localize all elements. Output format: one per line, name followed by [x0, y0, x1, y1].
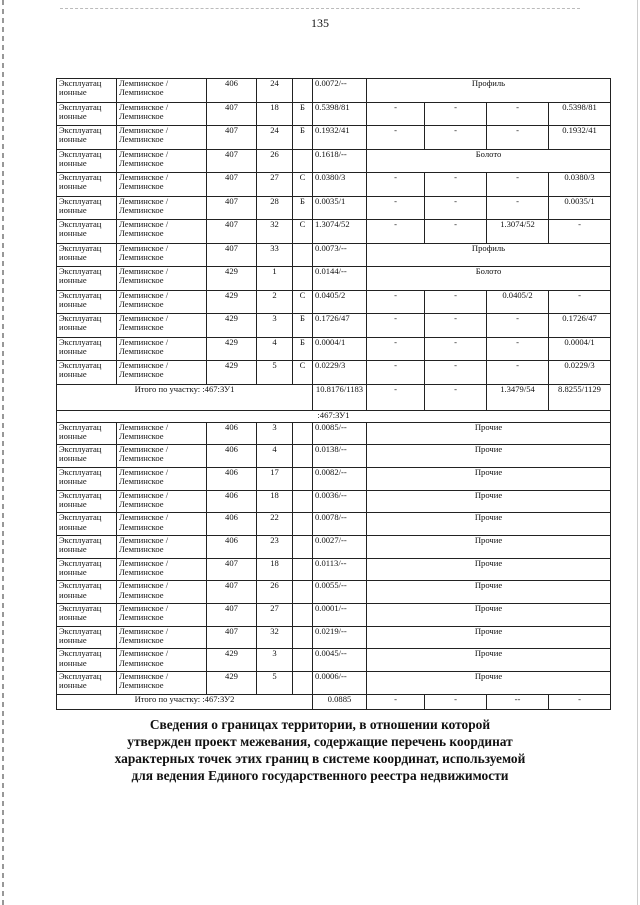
- forestry-cell: Лемпинское / Лемпинское: [117, 126, 207, 150]
- land-category-cell: Эксплуатац ионные: [57, 290, 117, 314]
- table-row: [57, 173, 611, 197]
- total-subvalue-cell: -: [549, 694, 611, 709]
- land-category-cell: Эксплуатац ионные: [57, 361, 117, 385]
- plot-number-cell: 32: [257, 220, 293, 244]
- land-type-merged-cell: Прочие: [367, 490, 611, 513]
- forestry-cell: Лемпинское / Лемпинское: [117, 314, 207, 338]
- area-cell: 0.0144/--: [313, 267, 367, 291]
- land-category-cell: Эксплуатац ионные: [57, 649, 117, 672]
- category-letter-cell: [293, 604, 313, 627]
- plot-number-cell: 3: [257, 649, 293, 672]
- quarter-number-cell: 406: [207, 535, 257, 558]
- subvalue-cell: -: [487, 314, 549, 338]
- forestry-cell: Лемпинское / Лемпинское: [117, 445, 207, 468]
- category-letter-cell: Б: [293, 196, 313, 220]
- forestry-cell: Лемпинское / Лемпинское: [117, 649, 207, 672]
- table-row: [57, 626, 611, 649]
- forestry-cell: Лемпинское / Лемпинское: [117, 490, 207, 513]
- category-letter-cell: Б: [293, 337, 313, 361]
- plot-number-cell: 3: [257, 314, 293, 338]
- table-row: [57, 267, 611, 291]
- plot-number-cell: 26: [257, 149, 293, 173]
- plot-number-cell: 18: [257, 102, 293, 126]
- land-category-cell: Эксплуатац ионные: [57, 126, 117, 150]
- land-category-cell: Эксплуатац ионные: [57, 535, 117, 558]
- total-label-cell: Итого по участку: :467:ЗУ1: [57, 384, 313, 410]
- area-cell: 0.1618/--: [313, 149, 367, 173]
- quarter-number-cell: 407: [207, 102, 257, 126]
- area-cell: 0.0036/--: [313, 490, 367, 513]
- forestry-cell: Лемпинское / Лемпинское: [117, 149, 207, 173]
- land-type-merged-cell: Прочие: [367, 581, 611, 604]
- forestry-cell: Лемпинское / Лемпинское: [117, 290, 207, 314]
- plot-number-cell: 5: [257, 672, 293, 695]
- plot-number-cell: 2: [257, 290, 293, 314]
- land-category-cell: Эксплуатац ионные: [57, 267, 117, 291]
- category-letter-cell: Б: [293, 126, 313, 150]
- land-category-cell: Эксплуатац ионные: [57, 422, 117, 445]
- plot-number-cell: 28: [257, 196, 293, 220]
- table-row: [57, 672, 611, 695]
- quarter-number-cell: 406: [207, 79, 257, 103]
- quarter-number-cell: 407: [207, 243, 257, 267]
- plot-number-cell: 23: [257, 535, 293, 558]
- land-category-cell: Эксплуатац ионные: [57, 102, 117, 126]
- forestry-cell: Лемпинское / Лемпинское: [117, 102, 207, 126]
- category-letter-cell: [293, 422, 313, 445]
- table-row: [57, 558, 611, 581]
- subvalue-cell: -: [425, 337, 487, 361]
- total-subvalue-cell: -: [367, 694, 425, 709]
- quarter-number-cell: 429: [207, 672, 257, 695]
- total-row: [57, 384, 611, 410]
- category-letter-cell: [293, 267, 313, 291]
- table-row: [57, 196, 611, 220]
- section-title-cell: :467:ЗУ1: [57, 410, 611, 422]
- land-type-merged-cell: Болото: [367, 149, 611, 173]
- quarter-number-cell: 406: [207, 490, 257, 513]
- heading-line: для ведения Единого государственного реестра недвижимости: [131, 768, 509, 783]
- land-type-merged-cell: Прочие: [367, 467, 611, 490]
- page-number: 135: [311, 16, 329, 30]
- forestry-cell: Лемпинское / Лемпинское: [117, 604, 207, 627]
- top-rule: [60, 8, 580, 9]
- subvalue-cell: 0.5398/81: [549, 102, 611, 126]
- forestry-cell: Лемпинское / Лемпинское: [117, 220, 207, 244]
- table-row: [57, 581, 611, 604]
- land-category-cell: Эксплуатац ионные: [57, 173, 117, 197]
- category-letter-cell: [293, 243, 313, 267]
- total-row: [57, 694, 611, 709]
- area-cell: 0.0113/--: [313, 558, 367, 581]
- subvalue-cell: -: [487, 337, 549, 361]
- category-letter-cell: [293, 649, 313, 672]
- table-row: [57, 243, 611, 267]
- plot-number-cell: 24: [257, 126, 293, 150]
- heading-line: утвержден проект межевания, содержащие перечень координат: [127, 734, 513, 749]
- plot-number-cell: 18: [257, 558, 293, 581]
- land-type-merged-cell: Прочие: [367, 626, 611, 649]
- area-cell: 0.1726/47: [313, 314, 367, 338]
- area-cell: 0.0138/--: [313, 445, 367, 468]
- plot-number-cell: 4: [257, 337, 293, 361]
- table-body: [57, 79, 611, 710]
- table-row: [57, 490, 611, 513]
- area-cell: 0.1932/41: [313, 126, 367, 150]
- area-cell: 0.0219/--: [313, 626, 367, 649]
- subvalue-cell: -: [425, 290, 487, 314]
- subvalue-cell: -: [425, 126, 487, 150]
- area-cell: 0.0055/--: [313, 581, 367, 604]
- table-row: [57, 535, 611, 558]
- subvalue-cell: 0.1932/41: [549, 126, 611, 150]
- area-cell: 1.3074/52: [313, 220, 367, 244]
- land-category-cell: Эксплуатац ионные: [57, 337, 117, 361]
- table-row: [57, 467, 611, 490]
- area-cell: 0.0380/3: [313, 173, 367, 197]
- land-category-cell: Эксплуатац ионные: [57, 513, 117, 536]
- scan-edge-left: [2, 0, 4, 905]
- area-cell: 0.0027/--: [313, 535, 367, 558]
- land-category-cell: Эксплуатац ионные: [57, 604, 117, 627]
- table-row: [57, 361, 611, 385]
- plot-number-cell: 17: [257, 467, 293, 490]
- category-letter-cell: Б: [293, 314, 313, 338]
- subvalue-cell: -: [425, 314, 487, 338]
- subvalue-cell: -: [367, 337, 425, 361]
- land-type-merged-cell: Прочие: [367, 604, 611, 627]
- total-subvalue-cell: -: [425, 694, 487, 709]
- subvalue-cell: 0.0405/2: [487, 290, 549, 314]
- forestry-cell: Лемпинское / Лемпинское: [117, 79, 207, 103]
- forestry-cell: Лемпинское / Лемпинское: [117, 626, 207, 649]
- quarter-number-cell: 407: [207, 626, 257, 649]
- land-type-merged-cell: Прочие: [367, 558, 611, 581]
- land-category-cell: Эксплуатац ионные: [57, 558, 117, 581]
- total-subvalue-cell: 1.3479/54: [487, 384, 549, 410]
- category-letter-cell: [293, 626, 313, 649]
- land-type-merged-cell: Прочие: [367, 445, 611, 468]
- forestry-cell: Лемпинское / Лемпинское: [117, 672, 207, 695]
- plot-number-cell: 3: [257, 422, 293, 445]
- forestry-cell: Лемпинское / Лемпинское: [117, 422, 207, 445]
- forestry-cell: Лемпинское / Лемпинское: [117, 196, 207, 220]
- land-category-cell: Эксплуатац ионные: [57, 626, 117, 649]
- table-row: [57, 220, 611, 244]
- heading-line: Сведения о границах территории, в отношении которой: [149, 717, 491, 732]
- quarter-number-cell: 407: [207, 581, 257, 604]
- total-area-cell: 10.8176/1183: [313, 384, 367, 410]
- area-cell: 0.0006/--: [313, 672, 367, 695]
- area-cell: 0.0078/--: [313, 513, 367, 536]
- quarter-number-cell: 407: [207, 604, 257, 627]
- land-type-merged-cell: Болото: [367, 267, 611, 291]
- category-letter-cell: [293, 149, 313, 173]
- land-type-merged-cell: Прочие: [367, 535, 611, 558]
- land-type-merged-cell: Прочие: [367, 422, 611, 445]
- land-category-cell: Эксплуатац ионные: [57, 672, 117, 695]
- land-category-cell: Эксплуатац ионные: [57, 581, 117, 604]
- forestry-cell: Лемпинское / Лемпинское: [117, 558, 207, 581]
- subvalue-cell: -: [425, 361, 487, 385]
- plot-number-cell: 4: [257, 445, 293, 468]
- land-category-cell: Эксплуатац ионные: [57, 314, 117, 338]
- quarter-number-cell: 407: [207, 220, 257, 244]
- land-category-cell: Эксплуатац ионные: [57, 445, 117, 468]
- category-letter-cell: [293, 581, 313, 604]
- category-letter-cell: С: [293, 290, 313, 314]
- total-subvalue-cell: --: [487, 694, 549, 709]
- subvalue-cell: -: [367, 220, 425, 244]
- plot-number-cell: 27: [257, 604, 293, 627]
- forestry-cell: Лемпинское / Лемпинское: [117, 513, 207, 536]
- category-letter-cell: С: [293, 220, 313, 244]
- table-row: [57, 445, 611, 468]
- quarter-number-cell: 407: [207, 558, 257, 581]
- forestry-cell: Лемпинское / Лемпинское: [117, 581, 207, 604]
- subvalue-cell: -: [425, 102, 487, 126]
- quarter-number-cell: 429: [207, 290, 257, 314]
- table-row: [57, 126, 611, 150]
- plot-number-cell: 18: [257, 490, 293, 513]
- category-letter-cell: Б: [293, 102, 313, 126]
- category-letter-cell: [293, 445, 313, 468]
- subvalue-cell: -: [487, 102, 549, 126]
- subvalue-cell: -: [487, 126, 549, 150]
- subvalue-cell: 1.3074/52: [487, 220, 549, 244]
- quarter-number-cell: 407: [207, 173, 257, 197]
- area-cell: 0.0405/2: [313, 290, 367, 314]
- land-type-merged-cell: Прочие: [367, 649, 611, 672]
- subvalue-cell: 0.0229/3: [549, 361, 611, 385]
- subvalue-cell: -: [367, 361, 425, 385]
- category-letter-cell: [293, 467, 313, 490]
- forest-plot-table: [56, 78, 611, 710]
- quarter-number-cell: 406: [207, 467, 257, 490]
- quarter-number-cell: 407: [207, 196, 257, 220]
- subvalue-cell: 0.0035/1: [549, 196, 611, 220]
- land-category-cell: Эксплуатац ионные: [57, 220, 117, 244]
- subvalue-cell: -: [367, 196, 425, 220]
- subvalue-cell: 0.0380/3: [549, 173, 611, 197]
- area-cell: 0.0004/1: [313, 337, 367, 361]
- subvalue-cell: -: [367, 102, 425, 126]
- land-type-merged-cell: Профиль: [367, 243, 611, 267]
- subvalue-cell: -: [487, 173, 549, 197]
- forestry-cell: Лемпинское / Лемпинское: [117, 337, 207, 361]
- table-row: [57, 290, 611, 314]
- area-cell: 0.0229/3: [313, 361, 367, 385]
- subvalue-cell: 0.0004/1: [549, 337, 611, 361]
- subvalue-cell: -: [549, 290, 611, 314]
- table-row: [57, 422, 611, 445]
- forestry-cell: Лемпинское / Лемпинское: [117, 467, 207, 490]
- category-letter-cell: [293, 490, 313, 513]
- total-subvalue-cell: -: [367, 384, 425, 410]
- subvalue-cell: -: [367, 314, 425, 338]
- land-type-merged-cell: Прочие: [367, 672, 611, 695]
- total-subvalue-cell: 8.8255/1129: [549, 384, 611, 410]
- land-category-cell: Эксплуатац ионные: [57, 79, 117, 103]
- heading-line: характерных точек этих границ в системе координат, используемой: [114, 751, 526, 766]
- land-category-cell: Эксплуатац ионные: [57, 490, 117, 513]
- plot-number-cell: 22: [257, 513, 293, 536]
- subvalue-cell: -: [367, 173, 425, 197]
- subvalue-cell: -: [487, 361, 549, 385]
- table-row: [57, 513, 611, 536]
- category-letter-cell: [293, 535, 313, 558]
- plot-number-cell: 26: [257, 581, 293, 604]
- plot-number-cell: 1: [257, 267, 293, 291]
- table-row: [57, 314, 611, 338]
- plot-number-cell: 32: [257, 626, 293, 649]
- land-category-cell: Эксплуатац ионные: [57, 196, 117, 220]
- table-row: [57, 604, 611, 627]
- table-row: [57, 79, 611, 103]
- subvalue-cell: -: [425, 196, 487, 220]
- subvalue-cell: -: [425, 220, 487, 244]
- quarter-number-cell: 429: [207, 314, 257, 338]
- quarter-number-cell: 406: [207, 445, 257, 468]
- total-subvalue-cell: -: [425, 384, 487, 410]
- area-cell: 0.0072/--: [313, 79, 367, 103]
- category-letter-cell: [293, 558, 313, 581]
- area-cell: 0.0073/--: [313, 243, 367, 267]
- quarter-number-cell: 407: [207, 149, 257, 173]
- category-letter-cell: [293, 672, 313, 695]
- total-area-cell: 0.0885: [313, 694, 367, 709]
- area-cell: 0.5398/81: [313, 102, 367, 126]
- category-letter-cell: [293, 79, 313, 103]
- quarter-number-cell: 429: [207, 361, 257, 385]
- plot-number-cell: 24: [257, 79, 293, 103]
- forestry-cell: Лемпинское / Лемпинское: [117, 361, 207, 385]
- quarter-number-cell: 406: [207, 513, 257, 536]
- subvalue-cell: -: [425, 173, 487, 197]
- forestry-cell: Лемпинское / Лемпинское: [117, 243, 207, 267]
- subvalue-cell: -: [367, 290, 425, 314]
- table-row: [57, 102, 611, 126]
- category-letter-cell: [293, 513, 313, 536]
- quarter-number-cell: 429: [207, 649, 257, 672]
- land-type-merged-cell: Прочие: [367, 513, 611, 536]
- plot-number-cell: 33: [257, 243, 293, 267]
- table-row: [57, 649, 611, 672]
- area-cell: 0.0085/--: [313, 422, 367, 445]
- subvalue-cell: -: [487, 196, 549, 220]
- section-heading: [40, 716, 600, 784]
- subvalue-cell: -: [367, 126, 425, 150]
- land-type-merged-cell: Профиль: [367, 79, 611, 103]
- forestry-cell: Лемпинское / Лемпинское: [117, 267, 207, 291]
- quarter-number-cell: 407: [207, 126, 257, 150]
- land-category-cell: Эксплуатац ионные: [57, 243, 117, 267]
- land-category-cell: Эксплуатац ионные: [57, 467, 117, 490]
- area-cell: 0.0045/--: [313, 649, 367, 672]
- category-letter-cell: С: [293, 361, 313, 385]
- subvalue-cell: 0.1726/47: [549, 314, 611, 338]
- area-cell: 0.0082/--: [313, 467, 367, 490]
- total-label-cell: Итого по участку: :467:ЗУ2: [57, 694, 313, 709]
- plot-number-cell: 5: [257, 361, 293, 385]
- forestry-cell: Лемпинское / Лемпинское: [117, 173, 207, 197]
- section-title-row: [57, 410, 611, 422]
- plot-number-cell: 27: [257, 173, 293, 197]
- forestry-cell: Лемпинское / Лемпинское: [117, 535, 207, 558]
- category-letter-cell: С: [293, 173, 313, 197]
- quarter-number-cell: 429: [207, 337, 257, 361]
- table-row: [57, 149, 611, 173]
- quarter-number-cell: 406: [207, 422, 257, 445]
- quarter-number-cell: 429: [207, 267, 257, 291]
- area-cell: 0.0001/--: [313, 604, 367, 627]
- area-cell: 0.0035/1: [313, 196, 367, 220]
- scan-edge-right: [637, 0, 638, 905]
- subvalue-cell: -: [549, 220, 611, 244]
- table-row: [57, 337, 611, 361]
- land-category-cell: Эксплуатац ионные: [57, 149, 117, 173]
